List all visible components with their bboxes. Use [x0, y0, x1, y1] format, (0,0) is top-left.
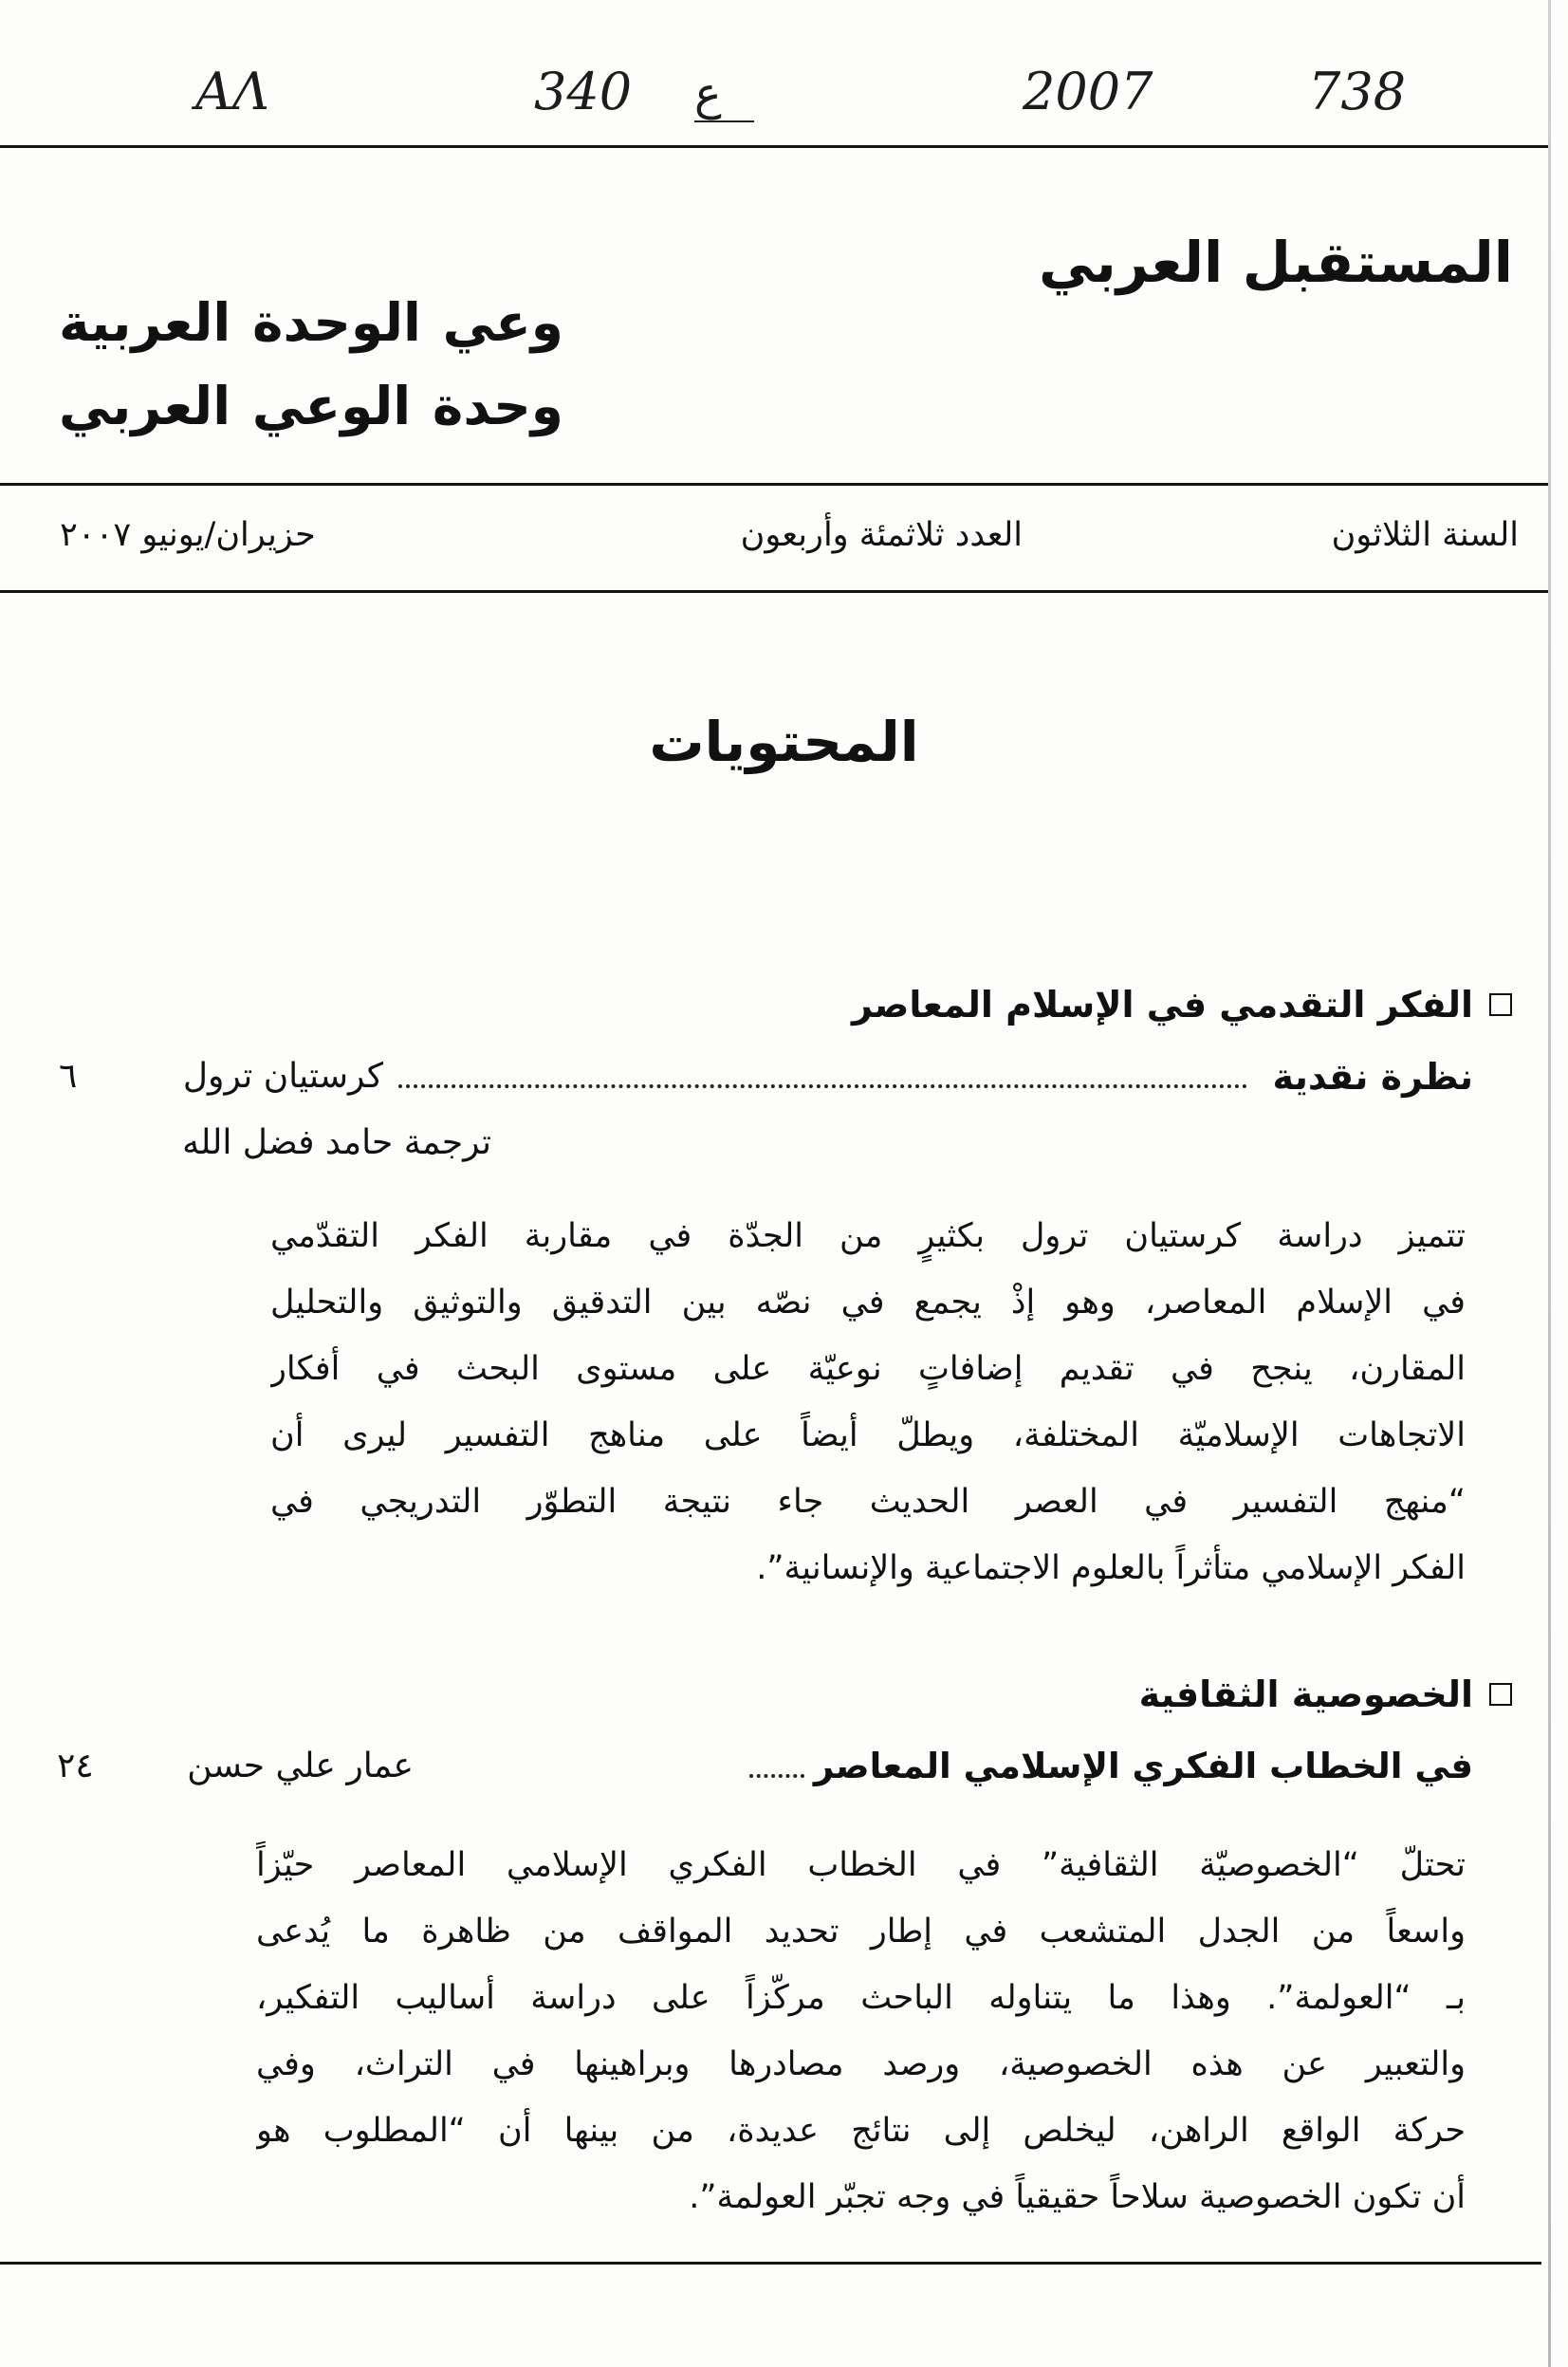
abstract-line: والتعبير عن هذه الخصوصية، ورصد مصادرها وبراهينها في التراث، وفي: [256, 2045, 1466, 2083]
abstract-line: في الإسلام المعاصر، وهو إذْ يجمع في نصّه بين التدقيق والتوثيق والتحليل: [270, 1284, 1466, 1322]
issue-year: السنة الثلاثون: [1331, 516, 1519, 554]
handwritten-code: AΛ: [195, 62, 269, 121]
slogan-line: وحدة الوعي العربي: [59, 376, 563, 436]
abstract-line: الاتجاهات الإسلاميّة المختلفة، ويطلّ أيضاً على مناهج التفسير ليرى أن: [270, 1416, 1466, 1454]
slogan-line: وعي الوحدة العربية: [59, 292, 563, 353]
abstract-line: أن تكون الخصوصية سلاحاً حقيقياً في وجه تجبّر العولمة”.: [689, 2178, 1466, 2216]
handwritten-letter: ع: [694, 67, 754, 122]
magazine-logo: المستقبل العربي: [1039, 230, 1513, 295]
abstract-line: الفكر الإسلامي متأثراً بالعلوم الاجتماعية والإنسانية”.: [756, 1549, 1466, 1587]
article-abstract: [256, 1832, 1466, 2230]
abstract-line: المقارن، ينجح في تقديم إضافاتٍ نوعيّة على مستوى البحث في أفكار: [270, 1350, 1466, 1388]
dot-leader: [398, 1084, 1247, 1088]
handwritten-letter-mark: [694, 57, 754, 127]
issue-date: حزيران/يونيو ٢٠٠٧: [60, 516, 316, 554]
contents-heading: المحتويات: [649, 710, 919, 774]
checkbox-icon: [1489, 993, 1512, 1016]
article-translator: ترجمة حامد فضل الله: [182, 1123, 491, 1162]
abstract-line: تحتلّ “الخصوصيّة الثقافية” في الخطاب الفكري الإسلامي المعاصر حيّزاً: [256, 1846, 1466, 1884]
issue-info-divider: [0, 590, 1548, 593]
article-author: عمار علي حسن: [187, 1747, 414, 1785]
bottom-divider: [0, 2262, 1541, 2265]
abstract-line: حركة الواقع الراهن، ليخلص إلى نتائج عديدة، من بينها أن “المطلوب هو: [256, 2112, 1466, 2150]
checkbox-icon: [1489, 1683, 1512, 1706]
abstract-line: بـ “العولمة”. وهذا ما يتناوله الباحث مركّزاً على دراسة أساليب التفكير،: [256, 1979, 1466, 2017]
handwritten-record-number: 738: [1308, 62, 1407, 121]
scan-edge-shadow: [1548, 0, 1551, 2367]
article-abstract: [270, 1203, 1466, 1601]
article-title: في الخطاب الفكري الإسلامي المعاصر: [813, 1746, 1473, 1786]
handwritten-number: 340: [534, 62, 633, 121]
abstract-line: تتميز دراسة كرستيان ترول بكثيرٍ من الجدّة في مقاربة الفكر التقدّمي: [270, 1217, 1466, 1255]
top-divider: [0, 145, 1548, 148]
section-title: الخصوصية الثقافية: [1138, 1674, 1473, 1715]
article-author: كرستيان ترول: [182, 1057, 383, 1096]
section-title: الفكر التقدمي في الإسلام المعاصر: [852, 984, 1473, 1026]
issue-number: العدد ثلاثمئة وأربعون: [740, 516, 1023, 554]
abstract-line: “منهج التفسير في العصر الحديث جاء نتيجة التطوّر التدريجي في: [270, 1483, 1466, 1521]
masthead-divider: [0, 483, 1548, 486]
dot-leader: [749, 1774, 804, 1778]
article-title: نظرة نقدية: [1272, 1056, 1473, 1098]
page-number: ٦: [59, 1057, 78, 1096]
abstract-line: واسعاً من الجدل المتشعب في إطار تحديد المواقف من ظاهرة ما يُدعى: [256, 1913, 1466, 1951]
page-number: ٢٤: [57, 1747, 94, 1785]
handwritten-year: 2007: [1023, 62, 1153, 121]
